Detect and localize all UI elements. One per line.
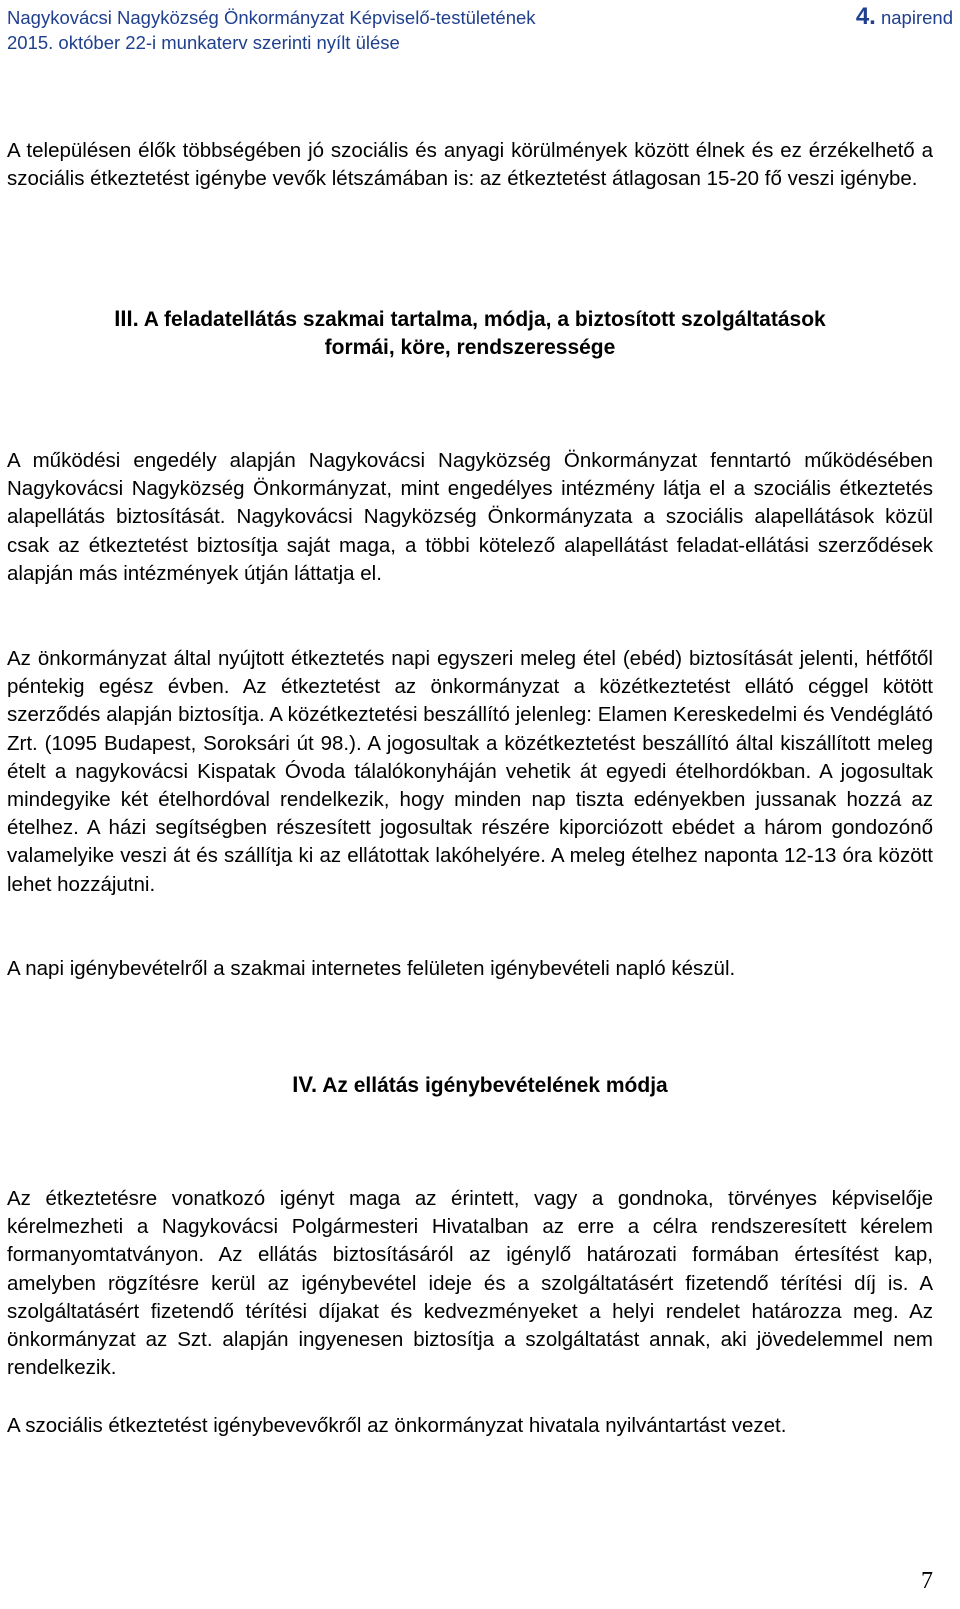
section-3-roman: III.	[114, 306, 139, 331]
section-3-paragraph-1: A működési engedély alapján Nagykovácsi Nagyközség Önkormányzat fenntartó működésében Nagykovácsi Nagyközség Önkormányzat, mint engedélyes intézmény látja el a szociális étkeztetés alapellátás biztosítását. Nagykovácsi Nagyközség Önkormányzata a szociális alapellátások közül csak az étkeztetést biztosítja saját maga, a többi kötelező alapellátást feladat-ellátási szerződések alapján más intézmények útján láttatja el.	[7, 449, 933, 585]
section-4-title: Az ellátás igénybevételének módja	[322, 1074, 668, 1097]
section-4-heading	[180, 1071, 780, 1100]
page-number: 7	[921, 1568, 933, 1594]
header-row-1	[7, 4, 953, 30]
header-meeting: 2015. október 22-i munkaterv szerinti nyílt ülése	[7, 32, 400, 53]
header-org: Nagykovácsi Nagyközség Önkormányzat Képviselő-testületének	[7, 7, 536, 28]
section-3-paragraph-2: Az önkormányzat által nyújtott étkeztetés napi egyszeri meleg étel (ebéd) biztosítását jelenti, hétfőtől péntekig egész évben. Az étkeztetést az önkormányzat a közétkeztetést ellátó céggel kötött szerződés alapján biztosítja. A közétkeztetési beszállító jelenleg: Elamen Kereskedelmi és Vendéglátó Zrt. (1095 Budapest, Soroksári út 98.). A jogosultak a közétkeztetést beszállító által kiszállított meleg ételt a nagykovácsi Kispatak Óvoda tálalókonyháján vehetik át egyedi ételhordókban. A jogosultak mindegyike két ételhordóval rendelkezik, hogy minden nap tiszta edényekben jussanak hozzá az ételhez. A házi segítségben részesített jogosultak részére kiporciózott ebédet a három gondozónő valamelyike veszi át és szállítja ki az ellátottak lakóhelyére. A meleg ételhez naponta 12-13 óra között lehet hozzájutni.	[7, 647, 933, 896]
section-4-paragraph-1: Az étkeztetésre vonatkozó igényt maga az érintett, vagy a gondnoka, törvényes képviselője kérelmezheti a Nagykovácsi Polgármesteri Hivatalban az erre a célra rendszeresített kérelem formanyomtatványon. Az ellátás biztosításáról az igénylő határozati formában értesítést kap, amelyben rögzítésre kerül az igénybevétel ideje és a szolgáltatásért fizetendő térítési díj is. A szolgáltatásért fizetendő térítési díjakat és kedvezményeket a helyi rendelet határozza meg. Az önkormányzat az Szt. alapján ingyenesen biztosítja a szolgáltatást annak, aki jövedelemmel nem rendelkezik.	[7, 1187, 933, 1380]
agenda-item-label: napirend	[880, 7, 953, 28]
section-4-paragraph-2: A szociális étkeztetést igénybevevőkről az önkormányzat hivatala nyilvántartást vezet.	[7, 1414, 787, 1437]
agenda-item-number: 4.	[855, 3, 876, 30]
section-3-paragraph-3: A napi igénybevételről a szakmai internetes felületen igénybevételi napló készül.	[7, 957, 736, 980]
section-3-title-line-1: III. A feladatellátás szakmai tartalma, módja, a biztosított szolgáltatások	[114, 306, 826, 331]
section-4-roman: IV.	[292, 1072, 318, 1097]
agenda-item	[856, 4, 953, 30]
section-3-heading	[100, 305, 840, 362]
section-3-title-line-2: formái, köre, rendszeressége	[324, 336, 616, 359]
page-header	[7, 4, 953, 55]
intro-paragraph: A településen élők többségében jó szociális és anyagi körülmények között élnek és ez érzékelhető a szociális étkeztetést igénybe vevők létszámában is: az étkeztetést átlagosan 15-20 fő veszi igénybe.	[7, 139, 933, 191]
